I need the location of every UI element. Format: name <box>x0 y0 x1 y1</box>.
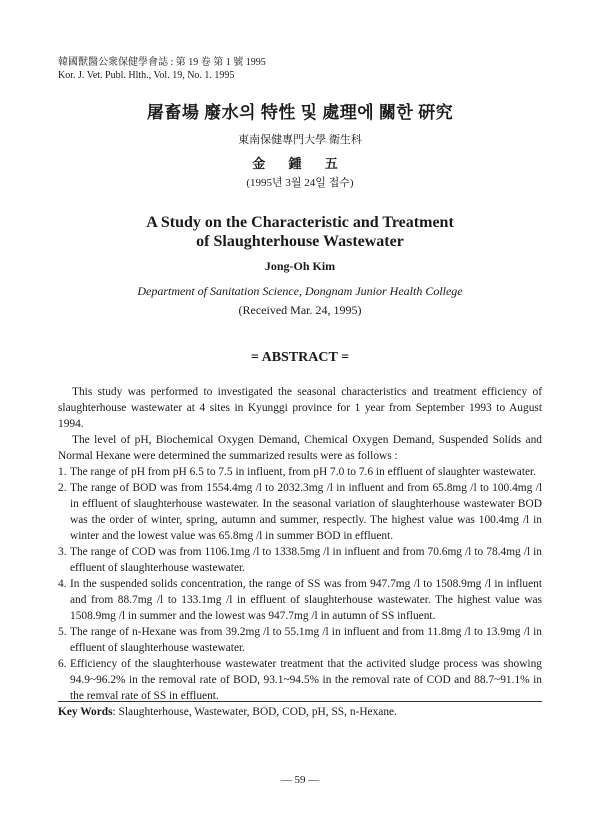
journal-citation <box>58 56 266 82</box>
list-item <box>58 544 542 576</box>
list-item-text: The range of COD was from 1106.1mg /l to 1338.5mg /l in influent and from 70.6mg /l to 78.4mg /l in effluent of slaughterhouse wastewater. <box>70 546 542 574</box>
abstract-paragraph-2: The level of pH, Biochemical Oxygen Demand, Chemical Oxygen Demand, Suspended Solids and Normal Hexane were determined the summarized results were as follows : <box>58 434 542 462</box>
english-author: Jong-Oh Kim <box>264 259 336 273</box>
list-item <box>58 576 542 624</box>
korean-author: 金 鍾 五 <box>252 156 348 171</box>
journal-citation-korean: 韓國獸醫公衆保健學會誌 : 第 19 卷 第 1 號 1995 <box>58 57 266 68</box>
list-item <box>58 656 542 704</box>
list-item-number: 1. <box>58 466 67 478</box>
english-affiliation: Department of Sanitation Science, Dongnam Junior Health College <box>137 284 463 298</box>
keywords-text: : Slaughterhouse, Wastewater, BOD, COD, pH, SS, n-Hexane. <box>112 706 397 718</box>
list-item-text: In the suspended solids concentration, the range of SS was from 947.7mg /l to 1508.9mg /l in influent and from 88.7mg /l to 133.1mg /l in effluent of slaughterhouse wastewater. The highest value was 1508.9mg /l in summer and the lowest was 947.7mg /l in autumn of SS influent. <box>70 578 542 622</box>
keywords-label: Key Words <box>58 706 113 718</box>
list-item-number: 4. <box>58 578 67 590</box>
english-title-line-1: A Study on the Characteristic and Treatment <box>146 214 454 231</box>
english-title <box>0 213 600 251</box>
journal-citation-english: Kor. J. Vet. Publ. Hlth., Vol. 19, No. 1. 1995 <box>58 70 235 81</box>
korean-received-date: (1995년 3월 24일 접수) <box>246 177 354 189</box>
keywords <box>58 706 397 718</box>
korean-title: 屠畜場 廢水의 特性 및 處理에 關한 硏究 <box>146 103 454 122</box>
list-item-number: 5. <box>58 626 67 638</box>
list-item-number: 6. <box>58 658 67 670</box>
list-item <box>58 480 542 544</box>
list-item-text: The range of pH from pH 6.5 to 7.5 in influent, from pH 7.0 to 7.6 in effluent of slaughter wastewater. <box>70 466 537 478</box>
abstract-heading: = ABSTRACT = <box>250 350 350 365</box>
list-item-number: 2. <box>58 482 67 494</box>
english-received-date: (Received Mar. 24, 1995) <box>238 303 362 317</box>
english-title-line-2: of Slaughterhouse Wastewater <box>196 233 404 250</box>
abstract-paragraph-1: This study was performed to investigated the seasonal characteristics and treatment efficiency of slaughterhouse wastewater at 4 sites in Kyunggi province for 1 year from September 1993 to August 1994. <box>58 386 542 430</box>
list-item-text: Efficiency of the slaughterhouse wastewater treatment that the activited sludge process was showing 94.9~96.2% in the removal rate of BOD, 93.1~94.5% in the removal rate of COD and 88.7~91.1% in the remval rate of SS in effluent. <box>70 658 542 702</box>
keywords-divider <box>58 701 542 702</box>
list-item <box>58 624 542 656</box>
page-number: — 59 — <box>280 774 320 786</box>
results-list <box>58 464 542 704</box>
list-item-text: The range of n-Hexane was from 39.2mg /l to 55.1mg /l in influent and from 11.8mg /l to 13.9mg /l in effluent of slaughterhouse wastewater. <box>70 626 542 654</box>
list-item-number: 3. <box>58 546 67 558</box>
list-item <box>58 464 542 480</box>
korean-affiliation: 東南保健專門大學 衛生科 <box>238 134 362 146</box>
list-item-text: The range of BOD was from 1554.4mg /l to 2032.3mg /l in influent and from 65.8mg /l to 100.4mg /l in effluent of slaughterhouse wastewater. In the seasonal variation of slaughterhouse wastewater BOD was the order of winter, spring, autumn and summer, respectly. The highest value was 100.4mg /l in winter and the lowest value was 65.8mg /l in summer BOD in effluent. <box>70 482 542 542</box>
